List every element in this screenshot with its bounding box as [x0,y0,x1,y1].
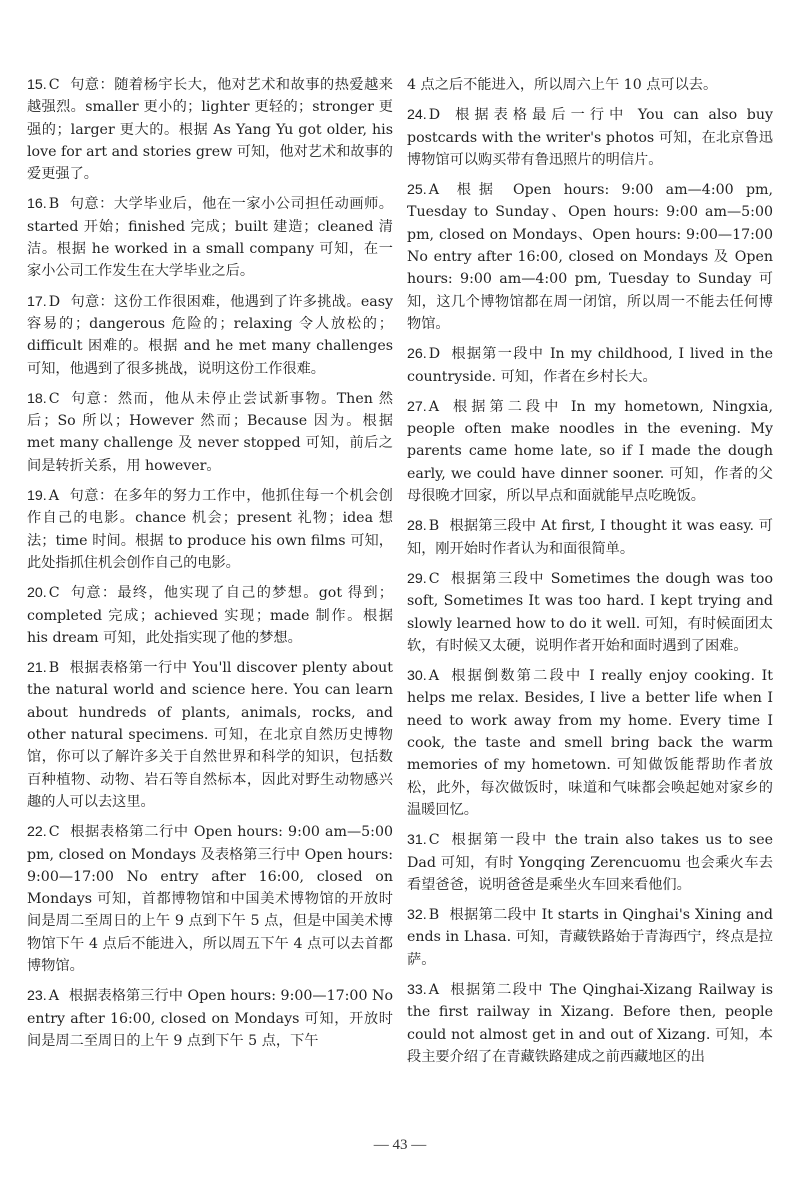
answer-letter: A [48,488,59,505]
answer-letter: A [428,182,439,199]
question-number: 15. [27,77,47,93]
explanation-text: 根据表格第三行中 Open hours: 9:00—17:00 No entry after 16:00, closed on Mondays 可知，开放时间是周二至周日的上午 9 点到下午 5 点，下午 [27,988,393,1049]
answer-letter: C [48,390,60,407]
question-number: 29. [407,570,427,587]
explanation-text: 句意：最终，他实现了自己的梦想。got 得到；completed 完成；achieved 实现；made 制作。根据 his dream 可知，此处指实现了他的梦想。 [27,585,393,646]
answer-entry [407,179,773,335]
question-number: 21. [27,660,47,677]
answer-entry [407,979,773,1068]
explanation-text: 根据第一段中 the train also takes us to see Dad 可知，有时 Yongqing Zerencuomu 也会乘火车去看望爸爸，说明爸爸是乘坐火车回来看他们。 [407,832,773,893]
answer-entry [407,665,773,821]
question-number: 24. [407,107,427,124]
continued-text: 4 点之后不能进入，所以周六上午 10 点可以去。 [407,77,718,93]
answer-entry [407,904,773,971]
answer-letter: C [48,77,60,93]
question-number: 28. [407,518,427,535]
answer-letter: B [428,907,440,924]
question-number: 30. [407,668,427,685]
explanation-text: 根据倒数第二段中 I really enjoy cooking. It helps me relax. Besides, I live a better life when I need to work away from my home. Every time I cook, the taste and smell bring back the warm memories of my hometown. 可知做饭能帮助作者放松，此外，每次做饭时，味道和气味都会唤起她对家乡的温暖回忆。 [407,668,773,818]
answer-letter: C [428,570,440,587]
answer-entry [407,515,773,560]
question-number: 19. [27,488,47,505]
question-number: 22. [27,824,47,841]
question-number: 26. [407,346,427,363]
answer-entry [27,74,393,185]
left-column [27,74,393,1060]
question-number: 23. [27,988,47,1005]
answer-letter: B [428,518,440,535]
answer-letter: C [48,585,60,602]
answer-entry [27,582,393,649]
question-number: 16. [27,196,47,213]
answer-letter: C [428,832,440,849]
answer-letter: D [428,107,441,124]
explanation-text: 句意：这份工作很困难，他遇到了许多挑战。easy 容易的；dangerous 危险的；relaxing 令人放松的；difficult 困难的。根据 and he met many challenges 可知，他遇到了很多挑战，说明这份工作很难。 [27,293,393,377]
explanation-text: 句意：大学毕业后，他在一家小公司担任动画师。started 开始；finished 完成；built 建造；cleaned 清洁。根据 he worked in a small company 可知，在一家小公司工作发生在大学毕业之后。 [27,196,393,280]
answer-entry [27,291,393,380]
explanation-text: 根据第一段中 In my childhood, I lived in the countryside. 可知，作者在乡村长大。 [407,346,773,385]
page-number: — 43 — [373,1137,427,1153]
answer-letter: D [428,346,441,363]
question-number: 20. [27,585,47,602]
answer-letter: A [428,398,439,415]
answer-entry [27,193,393,282]
question-number: 27. [407,398,427,415]
answer-entry [27,985,393,1052]
question-number: 33. [407,981,427,998]
answer-entry [27,821,393,977]
explanation-text: 句意：然而，他从未停止尝试新事物。Then 然后；So 所以；However 然而；Because 因为。根据 met many challenge 及 never stopped 可知，前后之间是转折关系，用 however。 [27,390,393,474]
explanation-text: 根据表格第一行中 You'll discover plenty about the natural world and science here. You can learn about hundreds of plants, animals, rocks, and other natural specimens. 可知，在北京自然历史博物馆，你可以了解许多关于自然世界和科学的知识，包括数百种植物、动物、岩石等自然标本，因此对野生动物感兴趣的人可以去这里。 [27,660,393,810]
right-column [407,74,773,1076]
answer-entry [27,657,393,813]
explanation-text: 根据第二段中 It starts in Qinghai's Xining and ends in Lhasa. 可知，青藏铁路始于青海西宁，终点是拉萨。 [407,907,773,968]
explanation-text: 根据第二段中 In my hometown, Ningxia, people often make noodles in the evening. My parents came home late, so if I made the dough early, we could have dinner sooner. 可知，作者的父母很晚才回家，所以早点和面就能早点吃晚饭。 [407,398,773,505]
explanation-text: 根据第三段中 Sometimes the dough was too soft, Sometimes It was too hard. I kept trying and slowly learned how to do it well. 可知，有时候面团太软，有时候又太硬，说明作者开始和面时遇到了困难。 [407,570,773,654]
answer-entry [407,396,773,507]
explanation-text: 根据第三段中 At first, I thought it was easy. 可知，刚开始时作者认为和面很简单。 [407,518,773,557]
answer-letter: A [428,668,439,685]
answer-letter: D [48,293,61,310]
question-number: 18. [27,390,47,407]
question-number: 31. [407,832,427,849]
answer-entry [27,388,393,477]
question-number: 25. [407,182,427,199]
answer-entry [407,568,773,657]
explanation-text: 句意：随着杨宇长大，他对艺术和故事的热爱越来越强烈。smaller 更小的；lighter 更轻的；stronger 更强的；larger 更大的。根据 As Yang Yu got older, his love for art and stories grew 可知，他对艺术和故事的爱更强了。 [27,77,393,183]
answer-entry [407,104,773,171]
question-number: 32. [407,907,427,924]
answer-letter: C [48,824,60,841]
answer-letter: B [48,196,60,213]
explanation-text: 根据第二段中 The Qinghai-Xizang Railway is the first railway in Xizang. Before then, people could not almost get in and out of Xizang. 可知，本段主要介绍了在青藏铁路建成之前西藏地区的出 [407,981,773,1065]
answer-letter: A [428,981,439,998]
answer-entry [407,829,773,896]
answer-entry [407,343,773,388]
answer-entry [27,485,393,574]
answer-letter: B [48,660,60,677]
answer-letter: A [48,988,59,1005]
explanation-text: 根据表格第二行中 Open hours: 9:00 am—5:00 pm, closed on Mondays 及表格第三行中 Open hours: 9:00—17:00 No entry after 16:00, closed on Mondays 可知，首都博物馆和中国美术博物馆的开放时间是周二至周日的上午 9 点到下午 5 点，但是中国美术博物馆下午 4 点后不能进入，所以周五下午 4 点可以去首都博物馆。 [27,824,393,974]
explanation-text: 根据表格最后一行中 You can also buy postcards with the writer's photos 可知，在北京鲁迅博物馆可以购买带有鲁迅照片的明信片。 [407,107,773,168]
explanation-text: 根据 Open hours: 9:00 am—4:00 pm, Tuesday to Sunday、Open hours: 9:00 am—5:00 pm, closed on Mondays、Open hours: 9:00—17:00 No entry after 16:00, closed on Mondays 及 Open hours: 9:00 am—4:00 pm, Tuesday to Sunday 可知，这几个博物馆都在周一闭馆，所以周一不能去任何博物馆。 [407,182,773,332]
explanation-text: 句意：在多年的努力工作中，他抓住每一个机会创作自己的电影。chance 机会；present 礼物；idea 想法；time 时间。根据 to produce his own films 可知，此处指抓住机会创作自己的电影。 [27,488,393,571]
question-number: 17. [27,293,47,310]
